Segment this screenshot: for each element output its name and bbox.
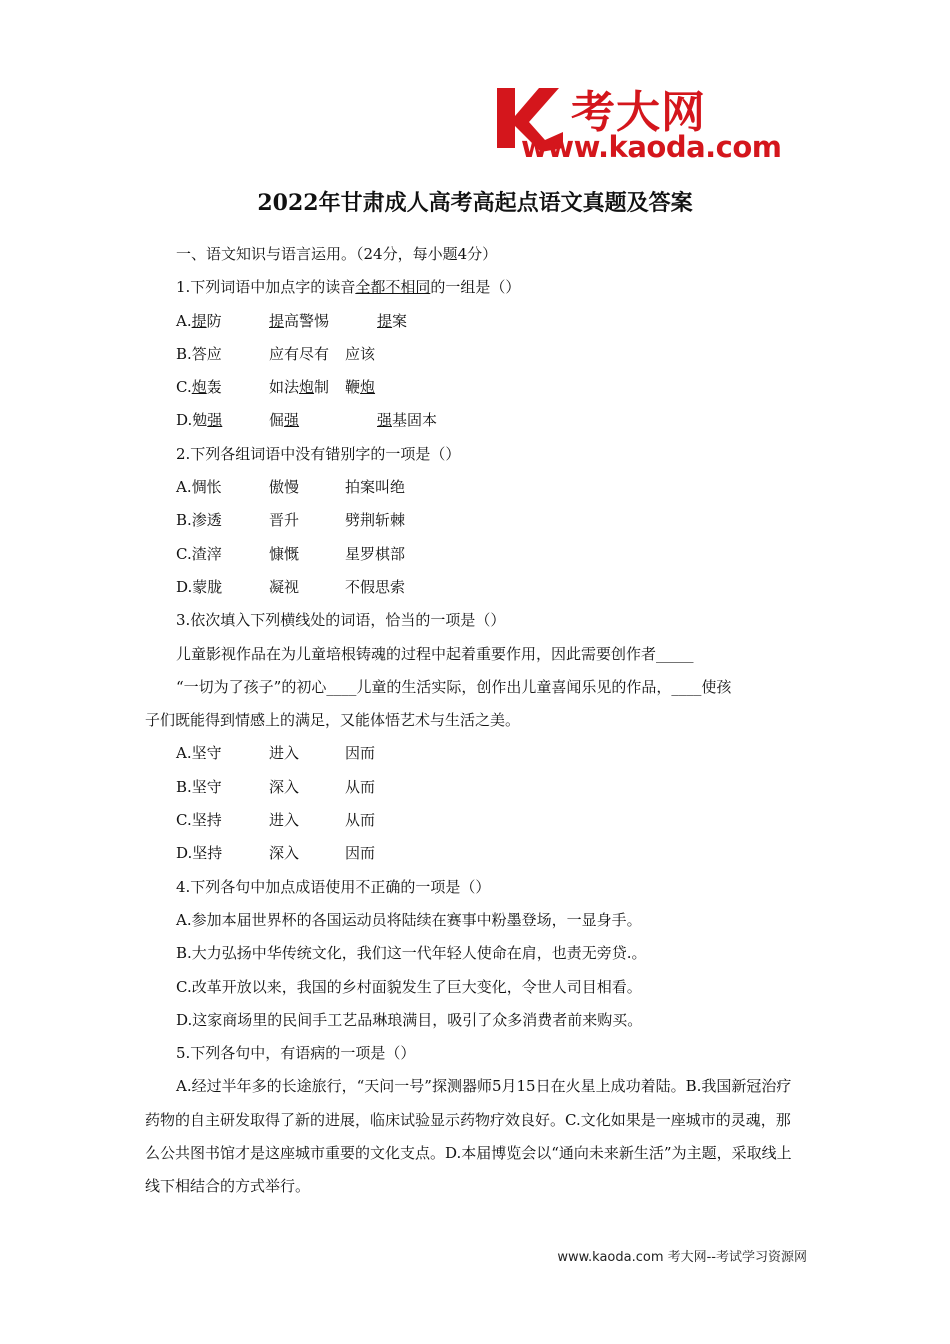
- question-1-stem: 1.下列词语中加点字的读音全都不相同的一组是（）: [176, 278, 521, 297]
- q2-option-c: C.渣滓 慷慨 星罗棋部: [176, 544, 406, 563]
- q5-options-paragraph: A.经过半年多的长途旅行，“天问一号”探测器师5月15日在火星上成功着陆。B.我国新冠治疗药物的自主研发取得了新的进展，临床试验显示药物疗效良好。C.文化如果是一座城市的灵魂，那么公共图书馆才是这座城市重要的文化支点。D.本届博览会以“通向未来新生活”为主题，采取线上线下相结合的方式举行。: [145, 1077, 792, 1196]
- logo-brand-text: 考大网: [571, 87, 706, 138]
- section-heading: 一、语文知识与语言运用。（24分，每小题4分）: [176, 245, 498, 263]
- question-3-stem: 3.依次填入下列横线处的词语，恰当的一项是（）: [176, 611, 506, 630]
- q3-option-b: B.坚守 深入 从而: [176, 777, 376, 796]
- q4-option-a: A.参加本届世界杯的各国运动员将陆续在赛事中粉墨登场，一显身手。: [176, 910, 642, 929]
- q3-passage-line-3: 子们既能得到情感上的满足，又能体悟艺术与生活之美。: [145, 711, 521, 730]
- q2-option-d: D.蒙胧 凝视 不假思索: [176, 577, 406, 596]
- logo-url: www.kaoda.com: [521, 130, 782, 164]
- kaoda-logo: [493, 82, 813, 162]
- q3-option-c: C.坚持 进入 从而: [176, 811, 376, 830]
- q1-option-b: B.答应 应有尽有 应该: [176, 344, 376, 363]
- q3-passage-line-2: “一切为了孩子”的初心____儿童的生活实际，创作出儿童喜闻乐见的作品，____使孩: [176, 677, 732, 696]
- document-body: [145, 238, 805, 1204]
- q1-option-d: D.勉强 倔强 强基固本: [176, 411, 438, 430]
- q4-option-b: B.大力弘扬中华传统文化，我们这一代年轻人使命在肩，也责无旁贷.。: [176, 944, 647, 963]
- page-title: 2022年甘肃成人高考高起点语文真题及答案: [257, 190, 693, 216]
- question-5-stem: 5.下列各句中，有语病的一项是（）: [176, 1044, 416, 1063]
- q2-option-b: B.渗透 晋升 劈荆斩棘: [176, 511, 406, 530]
- q2-option-a: A.惆怅 傲慢 拍案叫绝: [176, 478, 406, 497]
- question-4-stem: 4.下列各句中加点成语使用不正确的一项是（）: [176, 877, 491, 896]
- q3-passage-line-1: 儿童影视作品在为儿童培根铸魂的过程中起着重要作用，因此需要创作者_____: [176, 644, 694, 663]
- q3-option-d: D.坚持 深入 因而: [176, 844, 376, 863]
- q4-option-c: C.改革开放以来，我国的乡村面貌发生了巨大变化，令世人司目相看。: [176, 977, 642, 996]
- q4-option-d: D.这家商场里的民间手工艺品琳琅满目，吸引了众多消费者前来购买。: [176, 1010, 643, 1029]
- question-2-stem: 2.下列各组词语中没有错别字的一项是（）: [176, 444, 461, 463]
- q3-option-a: A.坚守 进入 因而: [176, 744, 376, 763]
- q1-option-c: C.炮轰 如法炮制 鞭炮: [176, 378, 376, 397]
- q1-option-a: A.提防 提高警惕 提案: [176, 311, 408, 330]
- page-footer: www.kaoda.com 考大网--考试学习资源网: [557, 1250, 807, 1265]
